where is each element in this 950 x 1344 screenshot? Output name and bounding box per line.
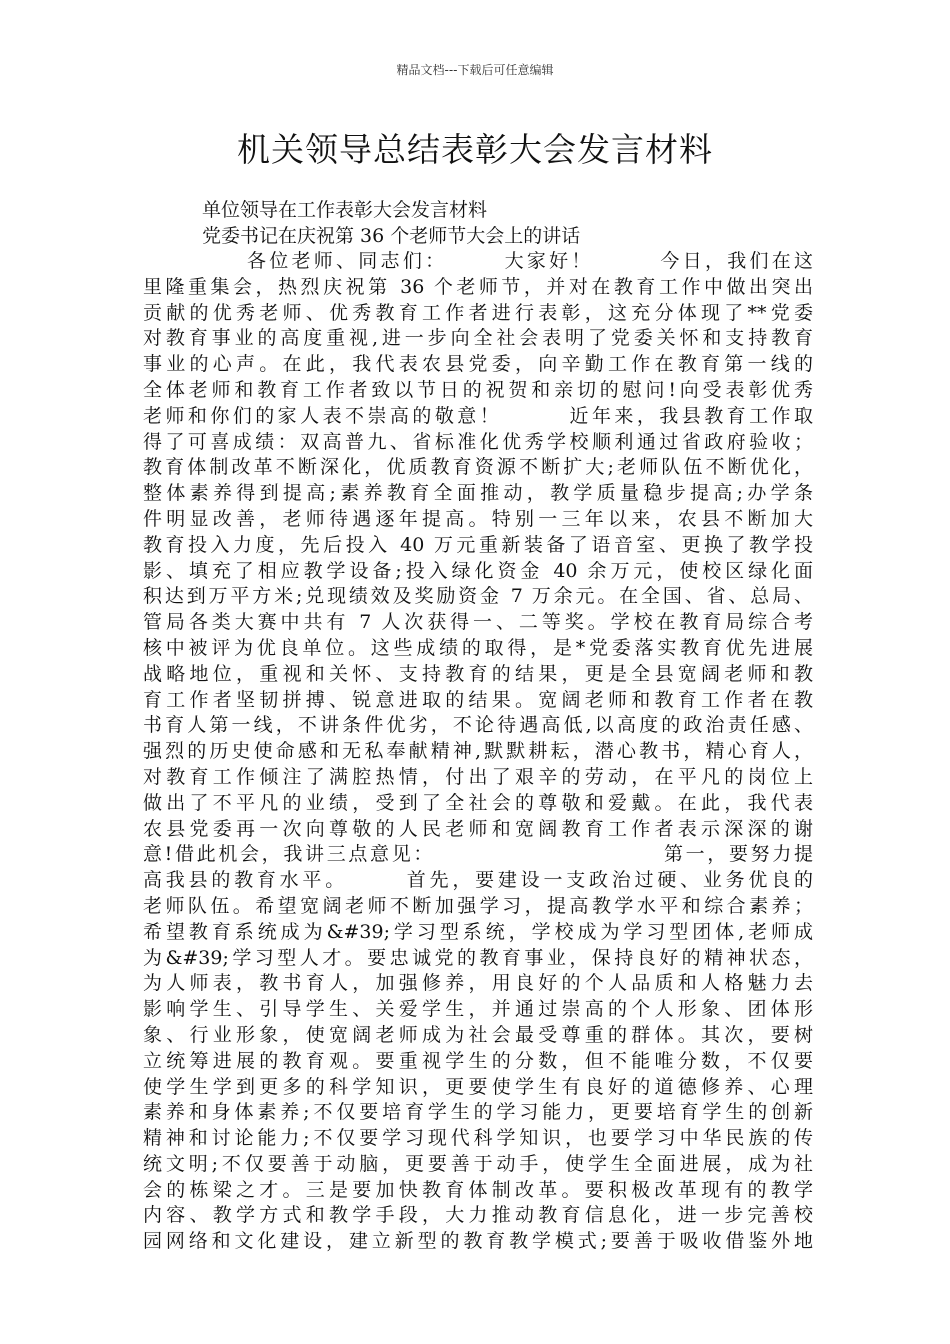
- body-line: 全体老师和教育工作者致以节日的祝贺和亲切的慰问!向受表彰优秀: [143, 378, 813, 401]
- body-line: 积达到万平方米;兑现绩效及奖励资金 7 万余元。在全国、省、总局、: [143, 585, 813, 608]
- body-line: 核中被评为优良单位。这些成绩的取得，是*党委落实教育优先进展: [143, 636, 813, 659]
- document-body: [143, 249, 813, 1255]
- body-line: 强烈的历史使命感和无私奉献精神,默默耕耘，潜心教书，精心育人，: [143, 740, 813, 763]
- body-line: 内容、教学方式和教学手段，大力推动教育信息化，进一步完善校: [143, 1204, 813, 1227]
- body-line: 意!借此机会，我讲三点意见： 第一，要努力提: [143, 843, 813, 866]
- body-line: 素养和身体素养;不仅要培育学生的学习能力，更要培育学生的创新: [143, 1101, 813, 1124]
- body-line: 书育人第一线，不讲条件优劣，不论待遇高低,以高度的政治责任感、: [143, 714, 813, 737]
- body-line: 对教育事业的高度重视,进一步向全社会表明了党委关怀和支持教育: [143, 327, 813, 350]
- body-line: 园网络和文化建设，建立新型的教育教学模式;要善于吸收借鉴外地: [143, 1230, 813, 1253]
- body-line: 老师和你们的家人表不崇高的敬意！ 近年来，我县教育工作取: [143, 404, 813, 427]
- body-line: 育工作者坚韧拼搏、锐意进取的结果。宽阔老师和教育工作者在教: [143, 688, 813, 711]
- body-line: 教育体制改革不断深化，优质教育资源不断扩大;老师队伍不断优化，: [143, 456, 813, 479]
- body-line: 战略地位，重视和关怀、支持教育的结果，更是全县宽阔老师和教: [143, 662, 813, 685]
- body-line: 立统筹进展的教育观。要重视学生的分数，但不能唯分数，不仅要: [143, 1049, 813, 1072]
- body-line: 会的栋梁之才。三是要加快教育体制改革。要积极改革现有的教学: [143, 1178, 813, 1201]
- body-line: 使学生学到更多的科学知识，更要使学生有良好的道德修养、心理: [143, 1075, 813, 1098]
- page-header: 精品文档---下载后可任意编辑: [396, 63, 554, 77]
- body-line: 高我县的教育水平。 首先，要建设一支政治过硬、业务优良的: [143, 869, 813, 892]
- body-line: 各位老师、同志们： 大家好！ 今日，我们在这: [247, 250, 813, 272]
- body-line: 精神和讨论能力;不仅要学习现代科学知识，也要学习中华民族的传: [143, 1127, 813, 1150]
- body-line: 希望教育系统成为&#39;学习型系统，学校成为学习型团体,老师成: [143, 920, 813, 943]
- body-line: 贡献的优秀老师、优秀教育工作者进行表彰，这充分体现了**党委: [143, 301, 813, 324]
- document-title: 机关领导总结表彰大会发言材料: [237, 130, 713, 169]
- body-line: 管局各类大赛中共有 7 人次获得一、二等奖。学校在教育局综合考: [143, 611, 813, 634]
- body-line: 教育投入力度，先后投入 40 万元重新装备了语音室、更换了教学投: [143, 533, 813, 556]
- body-line: 老师队伍。希望宽阔老师不断加强学习，提高教学水平和综合素养；: [143, 894, 813, 917]
- body-line: 件明显改善，老师待遇逐年提高。特别一三年以来，农县不断加大: [143, 507, 813, 530]
- body-line: 里隆重集会，热烈庆祝第 36 个老师节，并对在教育工作中做出突出: [143, 275, 813, 298]
- body-line: 象、行业形象，使宽阔老师成为社会最受尊重的群体。其次，要树: [143, 1023, 813, 1046]
- body-line: 为人师表，教书育人，加强修养，用良好的个人品质和人格魅力去: [143, 972, 813, 995]
- body-line: 为&#39;学习型人才。要忠诚党的教育事业，保持良好的精神状态，: [143, 946, 813, 969]
- body-line: 对教育工作倾注了满腔热情，付出了艰辛的劳动，在平凡的岗位上: [143, 765, 813, 788]
- body-line: 影、填充了相应教学设备;投入绿化资金 40 余万元，使校区绿化面: [143, 559, 813, 582]
- document-subtitle: 党委书记在庆祝第 36 个老师节大会上的讲话: [202, 225, 581, 247]
- body-line: 事业的心声。在此，我代表农县党委，向辛勤工作在教育第一线的: [143, 353, 813, 376]
- body-line: 统文明;不仅要善于动脑，更要善于动手，使学生全面进展，成为社: [143, 1152, 813, 1175]
- body-line: 做出了不平凡的业绩，受到了全社会的尊敬和爱戴。在此，我代表: [143, 791, 813, 814]
- body-line: 影响学生、引导学生、关爱学生，并通过崇高的个人形象、团体形: [143, 998, 813, 1021]
- body-line: 得了可喜成绩：双高普九、省标准化优秀学校顺利通过省政府验收；: [143, 430, 813, 453]
- body-line: 农县党委再一次向尊敬的人民老师和宽阔教育工作者表示深深的谢: [143, 817, 813, 840]
- body-line: 整体素养得到提高;素养教育全面推动，教学质量稳步提高;办学条: [143, 482, 813, 505]
- document-subtitle: 单位领导在工作表彰大会发言材料: [202, 199, 488, 221]
